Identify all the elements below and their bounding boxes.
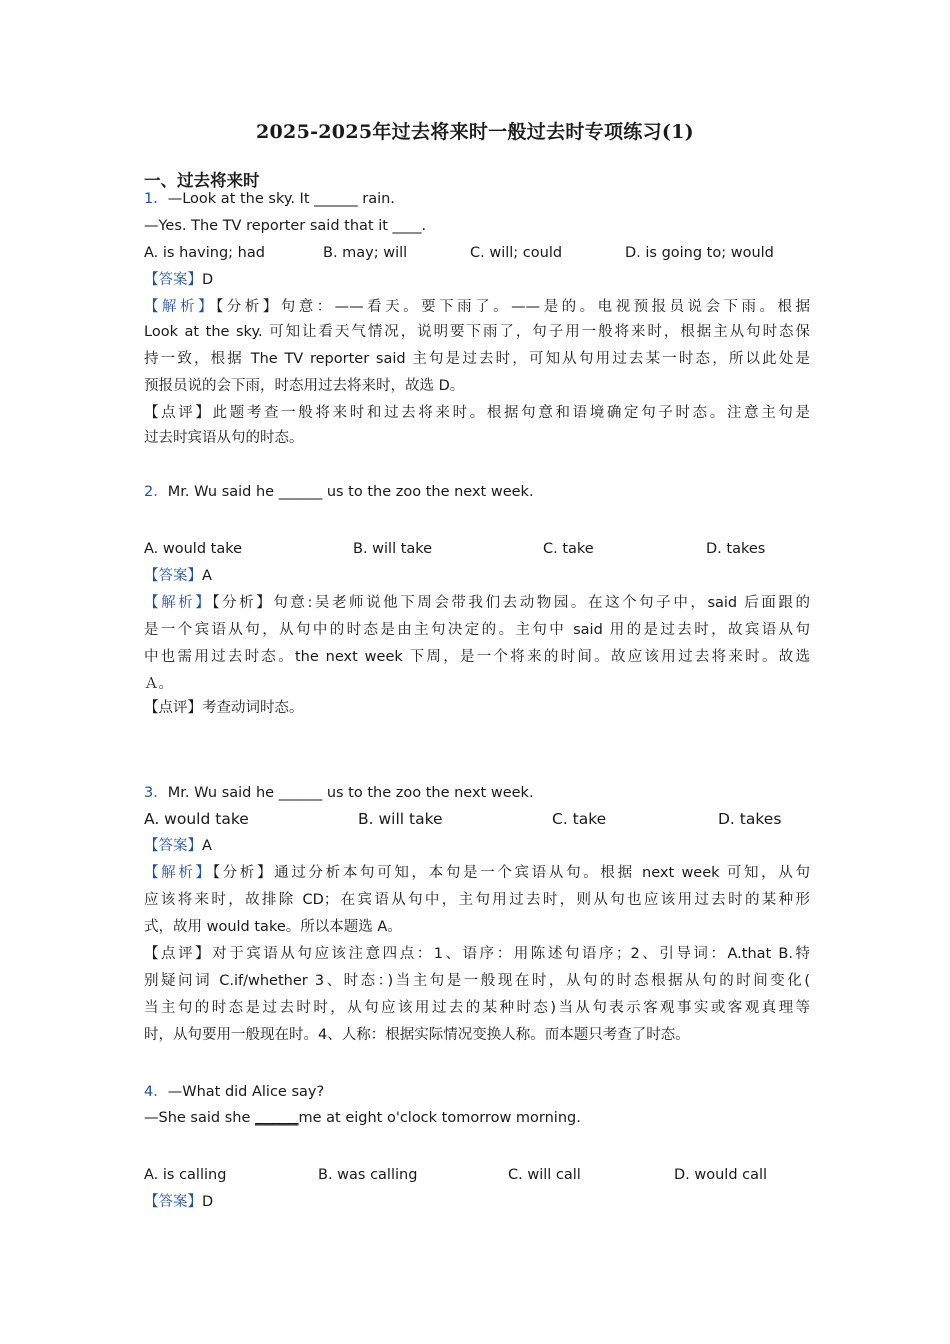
question-number: 3． [144, 785, 168, 801]
question-text: —What did Alice say? [167, 1084, 325, 1100]
option-d: D. takes [718, 810, 782, 828]
option-d: D. would call [674, 1167, 768, 1183]
question-number: 1． [144, 191, 168, 207]
option-d: D. takes [706, 541, 766, 557]
option-a: A. is having; had [144, 245, 265, 261]
analysis-line [144, 863, 810, 883]
analysis-line: 持一致，根据 The TV reporter said 主句是过去时，可知从句用过去某一时态，所以此处是 [144, 351, 810, 367]
reply-text: me at eight o'clock tomorrow morning. [298, 1110, 581, 1126]
question-text: Mr. Wu said he ______ us to the zoo the next week. [167, 785, 534, 801]
analysis-line: 应该将来时，故排除 CD；在宾语从句中，主句用过去时，则从句也应该用过去时的某种形 [144, 892, 810, 908]
question-text: Mr. Wu said he ______ us to the zoo the next week. [167, 484, 534, 500]
page-title: 2025-2025年过去将来时一般过去时专项练习(1) [256, 121, 694, 143]
analysis-line: 式，故用 would take。所以本题选 A。 [144, 919, 402, 935]
question-4 [144, 1082, 810, 1102]
analysis-text: 【分析】通过分析本句可知，本句是一个宾语从句。根据 next week 可知，从句 [212, 865, 811, 881]
answer-line [144, 1192, 810, 1212]
question-1 [144, 189, 810, 209]
option-c: C. will; could [470, 245, 563, 261]
analysis-line: Ａ。 [144, 676, 173, 692]
analysis-text: 【分析】句意:吴老师说他下周会带我们去动物园。在这个句子中，said 后面跟的 [212, 595, 811, 611]
question-3 [144, 783, 810, 803]
comment-line: 【点评】此题考查一般将来时和过去将来时。根据句意和语境确定句子时态。注意主句是 [144, 405, 810, 421]
option-b: B. will take [358, 810, 443, 828]
option-a: A. would take [144, 810, 249, 828]
analysis-line [144, 593, 810, 613]
option-c: C. will call [508, 1167, 581, 1183]
question-number: 4． [144, 1084, 168, 1100]
answer-tag: 【答案】 [144, 568, 202, 584]
answer-value: A [202, 568, 212, 584]
comment-line: 【点评】对于宾语从句应该注意四点：1、语序：用陈述句语序；2、引导词：A.that B.特 [144, 946, 810, 962]
question-number: 2． [144, 484, 168, 500]
answer-tag: 【答案】 [144, 838, 202, 854]
analysis-line: Look at the sky. 可知让看天气情况，说明要下雨了，句子用一般将来时，根据主从句时态保 [144, 324, 810, 340]
reply-text: —She said she [144, 1110, 255, 1126]
answer-line [144, 566, 810, 586]
analysis-line: 是一个宾语从句，从句中的时态是由主句决定的。主句中 said 用的是过去时，故宾语从句 [144, 622, 810, 638]
analysis-tag: 【解析】 [144, 299, 216, 315]
section-heading: 一、过去将来时 [144, 171, 260, 190]
option-c: C. take [552, 810, 607, 828]
answer-tag: 【答案】 [144, 272, 202, 288]
comment-line: 过去时宾语从句的时态。 [144, 430, 304, 446]
answer-value: D [202, 272, 214, 288]
option-d: D. is going to; would [625, 245, 774, 261]
option-a: A. would take [144, 541, 243, 557]
answer-tag: 【答案】 [144, 1194, 202, 1210]
comment-line: 当主句的时态是过去时时，从句应该用过去的某种时态)当从句表示客观事实或客观真理等 [144, 1000, 810, 1016]
comment-line: 时，从句要用一般现在时。4、人称：根据实际情况变换人称。而本题只考查了时态。 [144, 1027, 690, 1043]
question-2 [144, 482, 810, 502]
option-a: A. is calling [144, 1167, 227, 1183]
question-text: —Look at the sky. It ______ rain. [167, 191, 395, 207]
answer-value: A [202, 838, 212, 854]
analysis-line: 中也需用过去时态。the next week 下周，是一个将来的时间。故应该用过去将来时。故选 [144, 649, 810, 665]
answer-blank: ______ [254, 1110, 299, 1126]
option-b: B. may; will [323, 245, 408, 261]
comment-line: 别疑问词 C.if/whether 3、时态：)当主句是一般现在时，从句的时态根据从句的时间变化( [144, 973, 810, 989]
question-4-reply [144, 1108, 810, 1128]
analysis-tag: 【解析】 [144, 865, 213, 881]
answer-line [144, 836, 810, 856]
question-1-reply: —Yes. The TV reporter said that it ____. [144, 218, 427, 234]
answer-value: D [202, 1194, 214, 1210]
analysis-text: 【分析】句意：——看天。要下雨了。——是的。电视预报员说会下雨。根据 [215, 299, 811, 315]
analysis-tag: 【解析】 [144, 595, 213, 611]
option-b: B. will take [353, 541, 433, 557]
analysis-line: 预报员说的会下雨，时态用过去将来时，故选 D。 [144, 378, 465, 394]
answer-line [144, 270, 810, 290]
option-c: C. take [543, 541, 594, 557]
analysis-line [144, 297, 810, 317]
option-b: B. was calling [318, 1167, 418, 1183]
comment-line: 【点评】考查动词时态。 [144, 700, 304, 716]
